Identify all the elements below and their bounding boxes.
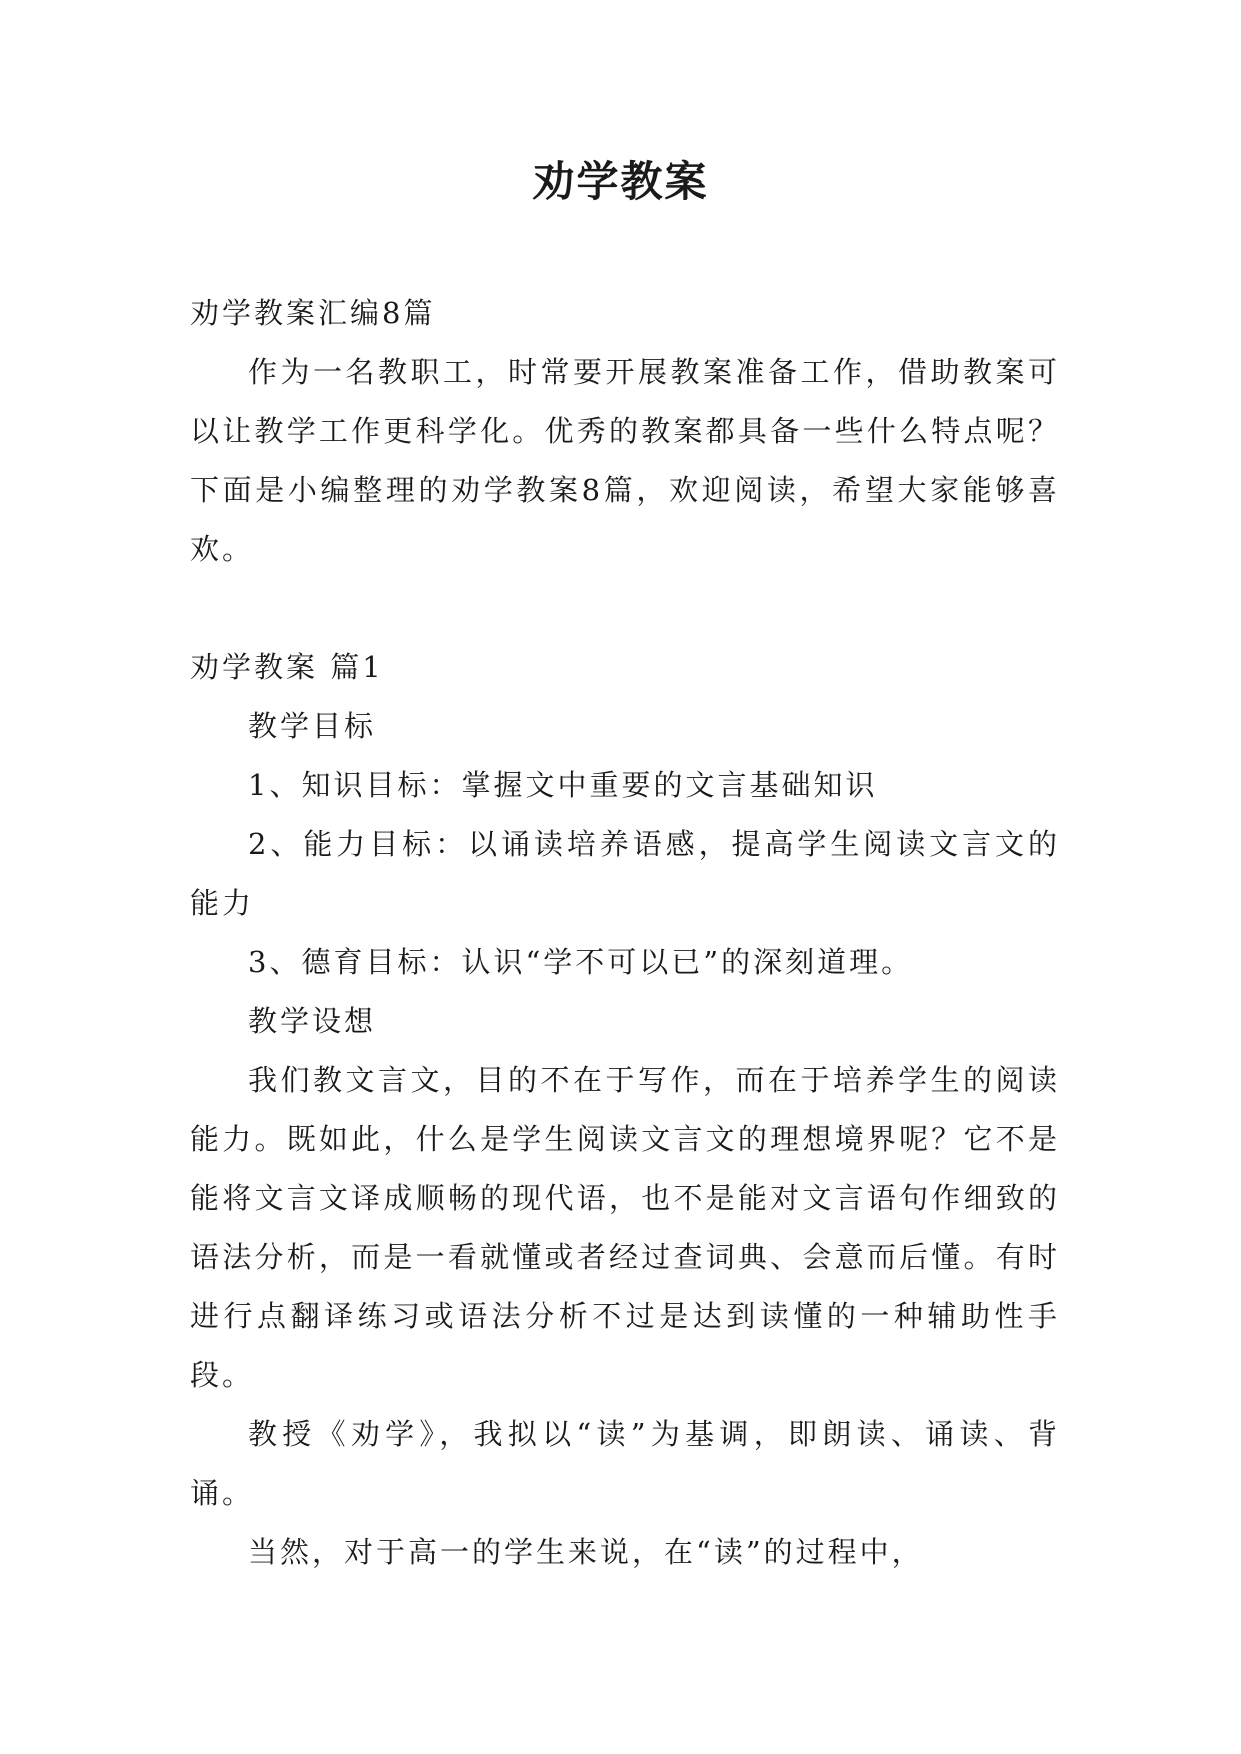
concept-heading: 教学设想 <box>248 1004 377 1038</box>
goal-item-2: 2、能力目标：以诵读培养语感，提高学生阅读文言文的能力 <box>190 827 1060 920</box>
concept-paragraph-3: 当然，对于高一的学生来说，在“读”的过程中， <box>248 1535 924 1569</box>
intro-paragraph: 作为一名教职工，时常要开展教案准备工作，借助教案可以让教学工作更科学化。优秀的教案都具备一些什么特点呢？下面是小编整理的劝学教案8篇，欢迎阅读，希望大家能够喜欢。 <box>190 355 1060 566</box>
goal-item-3: 3、德育目标：认识“学不可以已”的深刻道理。 <box>248 945 914 979</box>
document-title: 劝学教案 <box>532 157 709 206</box>
document-subtitle: 劝学教案汇编8篇 <box>190 296 436 330</box>
goals-heading: 教学目标 <box>248 709 377 743</box>
document-body <box>190 284 1060 1582</box>
concept-paragraph-2: 教授《劝学》，我拟以“读”为基调，即朗读、诵读、背诵。 <box>190 1417 1060 1510</box>
concept-paragraph-1: 我们教文言文，目的不在于写作，而在于培养学生的阅读能力。既如此，什么是学生阅读文言文的理想境界呢？它不是能将文言文译成顺畅的现代语，也不是能对文言语句作细致的语法分析，而是一看就懂或者经过查词典、会意而后懂。有时进行点翻译练习或语法分析不过是达到读懂的一种辅助性手段。 <box>190 1063 1060 1392</box>
section-spacer <box>190 579 1060 638</box>
goal-item-1: 1、知识目标：掌握文中重要的文言基础知识 <box>248 768 878 802</box>
section-heading: 劝学教案 篇1 <box>190 650 384 684</box>
